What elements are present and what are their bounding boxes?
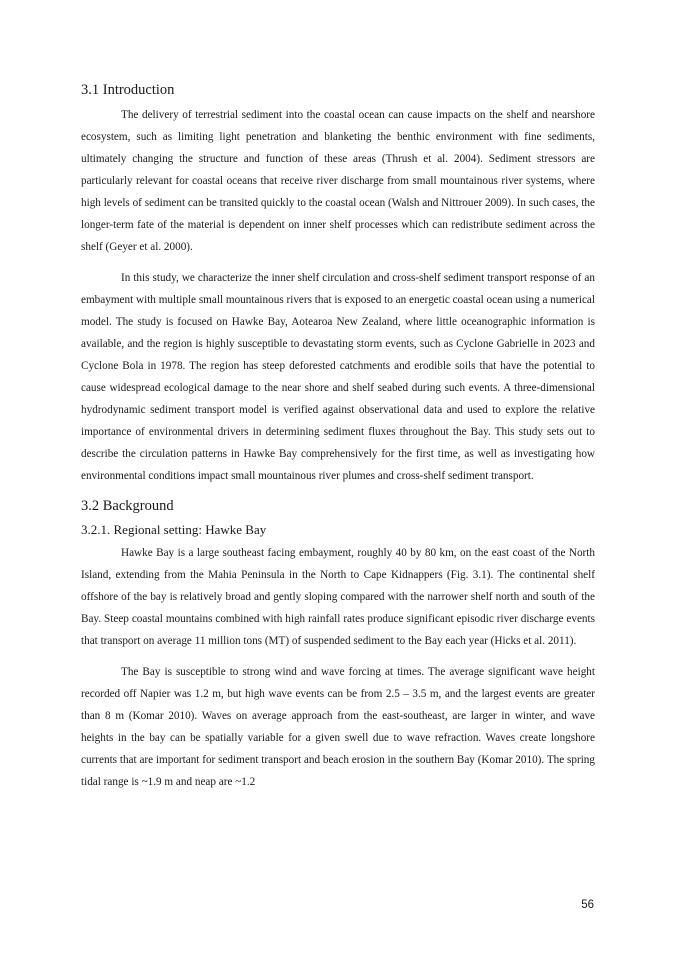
- section-heading-introduction: 3.1 Introduction: [81, 82, 175, 98]
- paragraph: In this study, we characterize the inner shelf circulation and cross-shelf sediment transport response of an embayment with multiple small mountainous rivers that is exposed to an energetic coastal ocean using a numerical model. The study is focused on Hawke Bay, Aotearoa New Zealand, where little oceanographic information is available, and the region is highly susceptible to devastating storm events, such as Cyclone Gabrielle in 2023 and Cyclone Bola in 1978. The region has steep deforested catchments and erodible soils that have the potential to cause widespread ecological damage to the near shore and shelf seabed during such events. A three-dimensional hydrodynamic sediment transport model is verified against observational data and used to explore the relative importance of environmental drivers in determining sediment fluxes throughout the Bay. This study sets out to describe the circulation patterns in Hawke Bay comprehensively for the first time, as well as investigating how environmental conditions impact small mountainous river plumes and cross-shelf sediment transport.: [81, 272, 595, 482]
- page-body: [81, 80, 595, 802]
- subsection-heading-regional-setting: 3.2.1. Regional setting: Hawke Bay: [81, 522, 267, 537]
- paragraph: The delivery of terrestrial sediment into the coastal ocean can cause impacts on the shelf and nearshore ecosystem, such as limiting light penetration and blanketing the benthic environment with fine sediments, ultimately changing the structure and function of these areas (Thrush et al. 2004). Sediment stressors are particularly relevant for coastal oceans that receive river discharge from small mountainous river systems, where high levels of sediment can be transited quickly to the coastal ocean (Walsh and Nittrouer 2009). In such cases, the longer-term fate of the material is dependent on inner shelf processes which can redistribute sediment across the shelf (Geyer et al. 2000).: [81, 109, 595, 253]
- paragraph: Hawke Bay is a large southeast facing embayment, roughly 40 by 80 km, on the east coast of the North Island, extending from the Mahia Peninsula in the North to Cape Kidnappers (Fig. 3.1). The continental shelf offshore of the bay is relatively broad and gently sloping compared with the narrower shelf north and south of the Bay. Steep coastal mountains combined with high rainfall rates produce significant episodic river discharge events that transport on average 11 million tons (MT) of suspended sediment to the Bay each year (Hicks et al. 2011).: [81, 547, 595, 647]
- section-heading-background: 3.2 Background: [81, 498, 174, 514]
- page-number: 56: [581, 899, 594, 911]
- paragraph: The Bay is susceptible to strong wind and wave forcing at times. The average significant wave height recorded off Napier was 1.2 m, but high wave events can be from 2.5 – 3.5 m, and the largest events are greater than 8 m (Komar 2010). Waves on average approach from the east-southeast, are larger in winter, and wave heights in the bay can be spatially variable for a given swell due to wave refraction. Waves create longshore currents that are important for sediment transport and beach erosion in the southern Bay (Komar 2010). The spring tidal range is ~1.9 m and neap are ~1.2: [81, 666, 595, 788]
